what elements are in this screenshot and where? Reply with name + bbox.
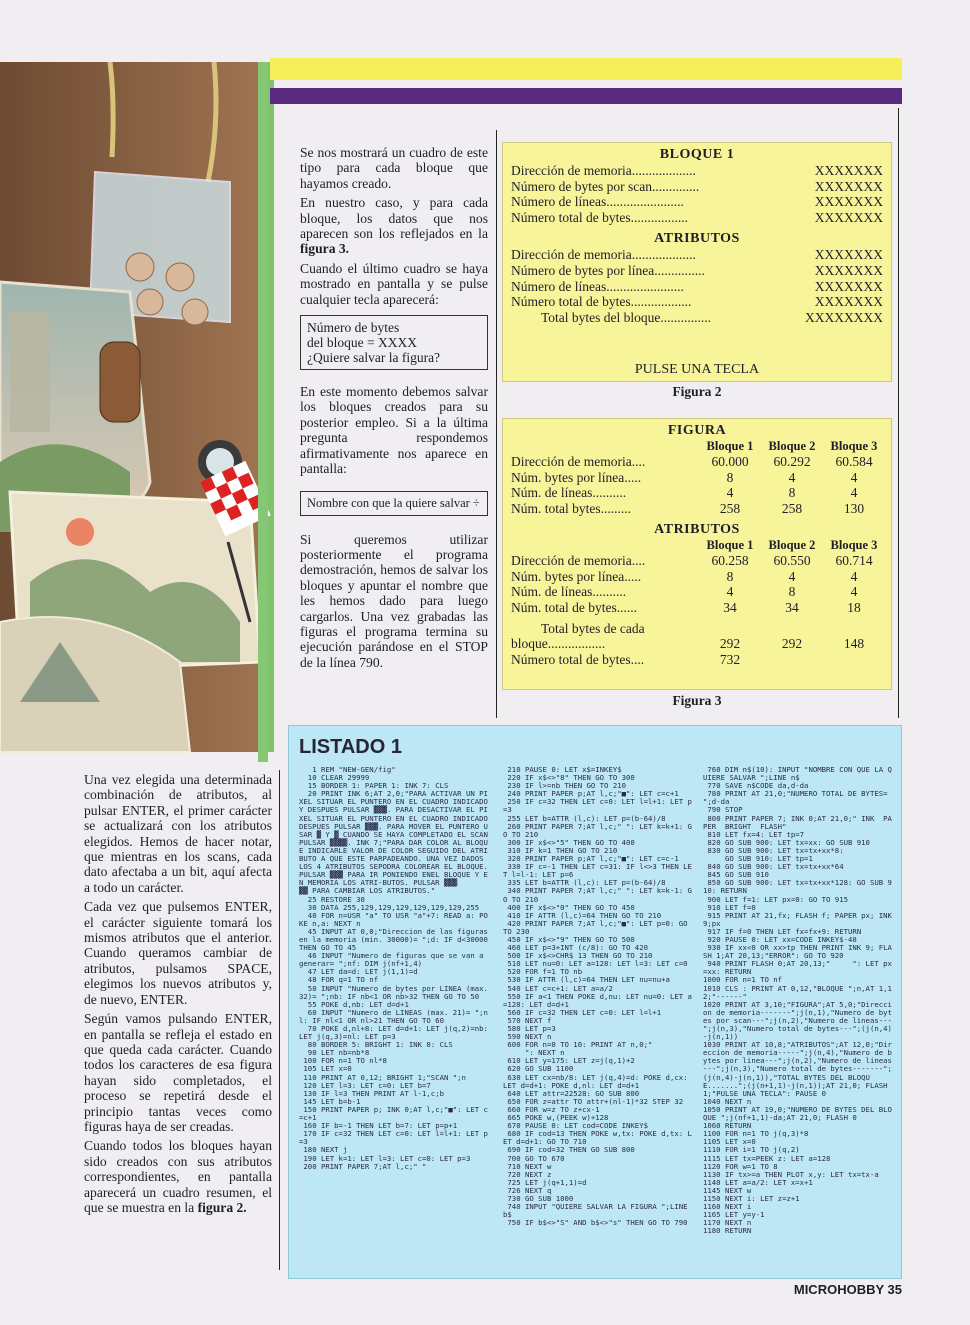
- page-number: 35: [887, 1282, 902, 1297]
- row-label: Total bytes del bloque...............: [541, 309, 712, 325]
- paragraph: Cuando el último cuadro se haya mostrado en pantalla y se pulse cualquier tecla aparecerá:: [300, 260, 488, 307]
- column-header: Bloque 3: [830, 538, 878, 553]
- row-value: XXXXXXX: [814, 178, 883, 194]
- figure-3-title: FIGURA: [667, 423, 727, 438]
- cell-value: 8: [788, 485, 796, 501]
- header-bar-purple: [270, 88, 902, 104]
- figure-2-row: [511, 310, 883, 326]
- cell-value: 4: [726, 584, 734, 600]
- cell-value: 4: [726, 485, 734, 501]
- cell-value: 60.292: [773, 454, 811, 470]
- row-label: Núm. total bytes.........: [511, 500, 631, 516]
- column-header: Bloque 1: [706, 439, 754, 453]
- column-left: [84, 772, 272, 1219]
- table-row: [511, 569, 885, 584]
- cell-spacer: [761, 652, 823, 667]
- table-row: [511, 652, 885, 667]
- listing-column-3: 760 DIM n$(10): INPUT "NOMBRE CON QUE LA QUIERE SALVAR ";LINE n$ 770 SAVE n$CODE da,d-da 780 PRINT AT 21,0;"NUMERO TOTAL DE BYTES= ";d-da 790 STOP 800 PRINT PAPER 7; INK 0;AT 21,0;" INK PAPER BRIGHT FLASH" 810 LET fx=4: LET tp=7 820 GO SUB 900: LET tx=xx: GO SUB 910 830 GO SUB 900: LET tx=tx+xx*8: GO SUB 910: LET tp=1 840 GO SUB 900: LET tx=tx+xx*64 845 GO SUB 910 850 GO SUB 900: LET tx=tx+xx*128: GO SUB 910: RETURN 900 LET f=1: LET px=0: GO TO 915 910 LET f=0 915 PRINT AT 21,fx; FLASH f; PAPER px; INK 9;px 917 IF f=0 THEN LET fx=fx+9: RETURN 920 PAUSE 0: LET xx=CODE INKEY$-48 930 IF xx<0 OR xx>tp THEN PRINT INK 9; FLASH 1;AT 20,13;"ERROR": GO TO 920 940 PRINT FLASH 0;AT 20,13;" ": LET px=xx: RETURN 1000 FOR n=1 TO nf 1010 CLS : PRINT AT 0,12,"BLOQUE ";n,AT 1,12;"------" 1020 PRINT AT 3,10;"FIGURA";AT 5,0;"Direccion de memoria-------";j(n,1),"Numero de bytes por scan---";j(n,2),"Numero de lineas---";j(n,3),"Numero total de bytes---";(j(n,4)-j(n,1)) 1030 PRINT AT 10,8;"ATRIBUTOS";AT 12,0;"Direccion de memoria-----";j(n,4),"Numero de bytes por linea---";j(n,2),"Numero de lineas---";j(n,3),"Numero total de bytes-------";(j(n,4)-j(n,1)),"TOTAL BYTES DEL BLOQUE.......";(j(n+1,1)-j(n,1));AT 21,0; FLASH 1;"PULSE UNA TECLA": PAUSE 0 1040 NEXT n 1050 PRINT AT 19,0;"NUMERO DE BYTES DEL BLOQUE ";j(nf+1,1)-da;AT 21,0; FLASH 0 1060 RETURN 1100 FOR n=1 TO j(q,3)*8 1105 LET x=0 1110 FOR i=1 TO j(q,2) 1115 LET tx=PEEK z: LET a=128 1120 FOR w=1 TO 8 1130 IF tx>=a THEN PLOT x,y: LET tx=tx-a 1140 LET a=a/2: LET x=x+1 1145 NEXT w 1150 NEXT i: LET z=z+1 1160 NEXT i 1165 LET y=y-1 1170 NEXT n 1180 RETURN: [703, 765, 892, 1236]
- paragraph: Se nos mostrará un cuadro de este tipo para cada bloque que hayamos creado.: [300, 145, 488, 191]
- cell-value: 292: [781, 636, 803, 652]
- cell-value: 8: [726, 568, 734, 584]
- box-line: del bloque = XXXX: [307, 335, 417, 351]
- cell-value: 18: [847, 599, 861, 615]
- column-header: Bloque 2: [768, 538, 816, 553]
- paragraph: Si queremos utilizar posteriormente el programa demostración, hemos de salvar los bloques y apuntar el nombre que les hemos dado para luego cargarlos. Una vez grabadas las figuras el programa termina su ejecución parándose en el STOP de la línea 790.: [300, 531, 488, 670]
- figure-2-block-rows: [511, 163, 883, 225]
- cell-value: 4: [850, 584, 858, 600]
- cell-value: 4: [850, 469, 858, 485]
- cell-value: 8: [726, 469, 734, 485]
- table-header-row: [511, 439, 885, 454]
- paragraph: Cada vez que pulsemos ENTER, el carácter siguiente tomará los mismos atributos que el anterior. Cuando queramos cambiar de atributos, pulsamos SPACE, elegimos los nuevos atributos y, de nuevo, ENTER.: [84, 899, 272, 1007]
- row-value: XXXXXXX: [814, 209, 883, 225]
- row-label: Núm. bytes por línea.....: [511, 568, 642, 584]
- cell-value: 60.550: [773, 553, 811, 569]
- row-value: XXXXXXX: [814, 278, 883, 294]
- column-header: Bloque 1: [706, 538, 754, 553]
- header-bar-yellow: [270, 58, 902, 80]
- cell-spacer: [823, 615, 885, 636]
- listing-column-2: 210 PAUSE 0: LET x$=INKEY$ 220 IF x$<>"8" THEN GO TO 300 230 IF l>=nb THEN GO TO 210 240 PRINT PAPER p;AT l,c;"■": LET c=c+1 250 IF c=32 THEN LET c=0: LET l=l+1: LET p=3 255 LET b=ATTR (l,c): LET p=(b-64)/8 260 PRINT PAPER 7;AT l,c;" ": LET k=k+1: GO TO 210 300 IF x$<>"5" THEN GO TO 400 310 IF k=1 THEN GO TO 210 320 PRINT PAPER p;AT l,c;"■": LET c=c-1 330 IF c=-1 THEN LET c=31: IF l<>3 THEN LET l=l-1: LET p=6 335 LET b=ATTR (l,c): LET p=(b-64)/8 340 PRINT PAPER 7;AT l,c;" ": LET k=k-1: GO TO 210 400 IF x$<>"0" THEN GO TO 450 410 IF ATTR (l,c)=64 THEN GO TO 210 420 PRINT PAPER 7;AT l,c;"■": LET p=0: GO TO 230 450 IF x$<>"9" THEN GO TO 500 460 LET p=3+INT (c/8): GO TO 420 500 IF x$<>CHR$ 13 THEN GO TO 210 510 LET nu=0: LET a=128: LET l=3: LET c=0 520 FOR f=1 TO nb 530 IF ATTR (l,c)=64 THEN LET nu=nu+a 540 LET c=c+1: LET a=a/2 550 IF a<1 THEN POKE d,nu: LET nu=0: LET a=128: LET d=d+1 560 IF c=32 THEN LET c=0: LET l=l+1 570 NEXT f 580 LET p=3 590 NEXT n 600 FOR n=0 TO 10: PRINT AT n,0;" ": NEXT n 610 LET y=175: LET z=j(q,1)+2 620 GO SUB 1100 630 LET cx=nb/8: LET j(q,4)=d: POKE d,cx: LET d=d+1: POKE d,nl: LET d=d+1 640 LET attr=22528: GO SUB 800 650 FOR z=attr TO attr+(nl-1)*32 STEP 32 660 FOR w=z TO z+cx-1 665 POKE w,(PEEK w)+128 670 PAUSE 0: LET cod=CODE INKEY$ 680 IF cod=13 THEN POKE w,tx: POKE d,tx: LET d=d+1: GO TO 710 690 IF cod=32 THEN GO SUB 800 700 GO TO 670 710 NEXT w 720 NEXT z 725 LET j(q+1,1)=d 726 NEXT q 730 GO SUB 1000 740 INPUT "QUIERE SALVAR LA FIGURA ";LINE b$ 750 IF b$<>"S" AND b$<>"s" THEN GO TO 790: [503, 765, 692, 1228]
- figure-2-footer: PULSE UNA TECLA: [634, 362, 760, 377]
- figure-2-attr-title: ATRIBUTOS: [654, 231, 740, 247]
- row-label: Número de líneas.......................: [511, 194, 684, 210]
- cell-value: 34: [723, 599, 737, 615]
- paragraph: En este momento debemos salvar los bloques creados para su posterior empleo. Si a la última pregunta respondemos afirmativamente nos aparece en pantalla:: [300, 384, 488, 477]
- cell-value: 732: [719, 651, 741, 667]
- column-rule: [496, 130, 497, 718]
- column-rule: [898, 108, 899, 718]
- table-row: [511, 615, 885, 636]
- row-label: Núm. bytes por línea.....: [511, 469, 642, 485]
- listing-panel: [288, 725, 902, 1279]
- figure-3-table: [511, 439, 885, 516]
- table-header-row: [511, 538, 885, 553]
- figure-2-row: [511, 263, 883, 279]
- listing-title: LISTADO 1: [299, 736, 402, 758]
- paragraph: Una vez elegida una determinada combinación de atributos, al pulsar ENTER, el primer carácter se actualizará con los atributos elegidos. Hemos de hacer notar, que mientras en los scans, cada dato afectaba a un bit, aquí afecta a todo un carácter.: [84, 772, 272, 895]
- column-middle: [300, 145, 488, 674]
- row-value: XXXXXXX: [814, 247, 883, 263]
- row-label: Dirección de memoria...................: [511, 163, 696, 178]
- row-value: XXXXXXXX: [805, 309, 883, 325]
- row-label: Dirección de memoria....: [511, 454, 646, 470]
- row-value: XXXXXXX: [814, 194, 883, 210]
- paragraph-text: En nuestro caso, y para cada bloque, los datos que nos aparecen son los reflejados en la: [300, 195, 488, 242]
- cell-value: 60.000: [711, 454, 749, 470]
- cell-value: 148: [843, 636, 865, 652]
- figure-2-row: [511, 279, 883, 295]
- paragraph: [300, 195, 488, 257]
- header-spacer: [511, 439, 699, 454]
- row-label: Número total de bytes..................: [511, 294, 692, 310]
- row-label: bloque.................: [511, 636, 606, 652]
- cell-spacer: [761, 615, 823, 636]
- cell-value: 34: [785, 599, 799, 615]
- row-label: Número de bytes por línea...............: [511, 262, 705, 278]
- table-row: [511, 584, 885, 599]
- cell-value: 8: [788, 584, 796, 600]
- cell-value: 258: [719, 500, 741, 516]
- paragraph-text: Cuando todos los bloques hayan sido creados con sus atributos correspondientes, en pantalla aparecerá un cuadro resumen, el que se muestra en la: [84, 1138, 272, 1215]
- figure-2-row: [511, 247, 883, 263]
- figure-2-row: [511, 210, 883, 226]
- cell-value: 60.584: [835, 454, 873, 470]
- figure-reference: figura 2.: [197, 1199, 247, 1215]
- box-line: ¿Quiere salvar la figura?: [307, 350, 441, 366]
- row-label: Dirección de memoria....: [511, 553, 646, 569]
- page-footer: [794, 1282, 902, 1297]
- figure-2-panel: [502, 142, 892, 382]
- figure-2-block-title: BLOQUE 1: [659, 147, 735, 162]
- illustration-canvas-scrolls: [0, 62, 274, 752]
- cell-value: 4: [788, 469, 796, 485]
- table-row: [511, 485, 885, 500]
- listing-column-1: 1 REM "NEW-GEN/fig" 10 CLEAR 29999 15 BORDER 1: PAPER 1: INK 7: CLS 20 PRINT INK 6;AT 2,0;"PARA ACTIVAR UN PIXEL SITUAR EL PUNTERO EN EL CUADRO INDICADO Y DESPUES PULSAR ▓▓▓. PARA DESACTIVAR EL PIXEL SITUAR EL PUNTERO EN EL CUADRO INDICADO DESPUES PULSAR ▓▓▓. PARA MOVER EL PUNTERO USAR ▓ Y ▓ CUANDO SE HAYA COMPLETADO EL SCAN PULSAR ▓▓▓▓. INK 7;"PARA DAR COLOR AL BLOQUE INDICARLE VALOR DE COLOR SEGUIDO DEL ATRIBUTO A QUE ESTE PARPADEANDO. UNA VEZ DADOS LOS 4 ATRIBUTOS SEPODRA COLOREAR EL BLOQUE. PULSAR ▓▓▓ PARA IR PONIENDO ENEL BLOQUE Y EN MEMORIA LOS ATRI-BUTOS. PULSAR ▓▓▓ ▓▓ PARA CAMBIAR LOS ATRIBUTOS." 25 RESTORE 30 30 DATA 255,129,129,129,129,129,129,255 40 FOR n=USR "a" TO USR "a"+7: READ a: POKE n,a: NEXT n 45 INPUT AT 0,0;"Direccion de las figuras en la memoria (min. 30000)= ";d: IF d<30000 THEN GO TO 45 46 INPUT "Numero de figuras que se van a generar= ";nf: DIM j(nf+1,4) 47 LET da=d: LET j(1,1)=d 48 FOR q=1 TO nf 50 INPUT "Numero de bytes por LINEA (max. 32)= ";nb: IF nb<1 OR nb>32 THEN GO TO 50 55 POKE d,nb: LET d=d+1 60 INPUT "Numero de LINEAS (max. 21)= ";nl: IF nl<1 OR nl>21 THEN GO TO 60 70 POKE d,nl+8: LET d=d+1: LET j(q,2)=nb: LET j(q,3)=nl: LET p=3 80 BORDER 5: BRIGHT 1: INK 0: CLS 90 LET nb=nb*8 100 FOR n=1 TO nl*8 105 LET x=0 110 PRINT AT 0,12; BRIGHT 1;"SCAN ";n 120 LET l=3: LET c=0: LET b=7 130 IF l=3 THEN PRINT AT l-1,c;b 145 LET b=b-1 150 PRINT PAPER p; INK 0;AT l,c;"■": LET c=c+1 160 IF b=-1 THEN LET b=7: LET p=p+1 170 IF c=32 THEN LET c=0: LET l=l+1: LET p=3 180 NEXT j 190 LET k=1: LET l=3: LET c=0: LET p=3 200 PRINT PAPER 7;AT l,c;" ": [299, 765, 488, 1171]
- table-row: [511, 600, 885, 615]
- figure-3-caption: Figura 3: [672, 693, 722, 708]
- illustration-art: [0, 62, 268, 752]
- figure-3-attr-table: [511, 538, 885, 667]
- illustration-green-border: [258, 62, 268, 762]
- row-label: Número de bytes por scan..............: [511, 178, 700, 194]
- row-value: XXXXXXX: [814, 294, 883, 310]
- table-row: [511, 553, 885, 568]
- table-row: [511, 501, 885, 516]
- cell-value: 4: [850, 485, 858, 501]
- screen-message-box: [300, 315, 488, 370]
- cell-value: 60.714: [835, 553, 873, 569]
- row-value: XXXXXXX: [814, 262, 883, 278]
- row-label: Núm. de líneas..........: [511, 485, 627, 501]
- row-label: Núm. total de bytes......: [511, 599, 637, 615]
- cell-value: 130: [843, 500, 865, 516]
- cell-value: 4: [788, 568, 796, 584]
- figure-2-caption: Figura 2: [672, 384, 722, 399]
- row-value: XXXXXXX: [814, 163, 883, 178]
- figure-2-row: [511, 163, 883, 179]
- screen-prompt-box: Nombre con que la quiere salvar ÷: [300, 491, 488, 516]
- box-line: Número de bytes: [307, 320, 400, 336]
- figure-3-panel: [502, 418, 892, 690]
- magazine-name: MICROHOBBY: [793, 1282, 884, 1297]
- cell-value: 60.258: [711, 553, 749, 569]
- column-rule: [279, 770, 280, 1270]
- column-header: Bloque 3: [830, 439, 878, 453]
- figure-2-attr-rows: [511, 247, 883, 325]
- column-header: Bloque 2: [768, 439, 816, 453]
- table-row: [511, 470, 885, 485]
- row-label: Número de líneas.......................: [511, 278, 684, 294]
- table-row: [511, 636, 885, 651]
- paragraph: Según vamos pulsando ENTER, en pantalla se refleja el estado en que queda cada carácter. Cuando todos los caracteres de esa figura hayan sido completados, el proceso se repetirá desde el principio tantas veces como figuras haya de ser creadas.: [84, 1011, 272, 1134]
- cell-spacer: [823, 652, 885, 667]
- row-label: Número total de bytes....: [511, 651, 645, 667]
- cell-value: 258: [781, 500, 803, 516]
- row-label: Total bytes de cada: [541, 621, 645, 637]
- figure-reference: figura 3.: [300, 241, 350, 257]
- header-spacer: [511, 538, 699, 553]
- figure-3-attr-title: ATRIBUTOS: [654, 522, 740, 538]
- cell-spacer: [699, 615, 761, 636]
- row-label: Núm. de líneas..........: [511, 584, 627, 600]
- cell-value: 292: [719, 636, 741, 652]
- paragraph: [84, 1138, 272, 1215]
- figure-2-row: [511, 194, 883, 210]
- figure-2-row: [511, 179, 883, 195]
- figure-2-row: [511, 294, 883, 310]
- cell-value: 4: [850, 568, 858, 584]
- row-label: Número total de bytes.................: [511, 209, 688, 225]
- row-label: Dirección de memoria...................: [511, 247, 696, 263]
- table-row: [511, 454, 885, 469]
